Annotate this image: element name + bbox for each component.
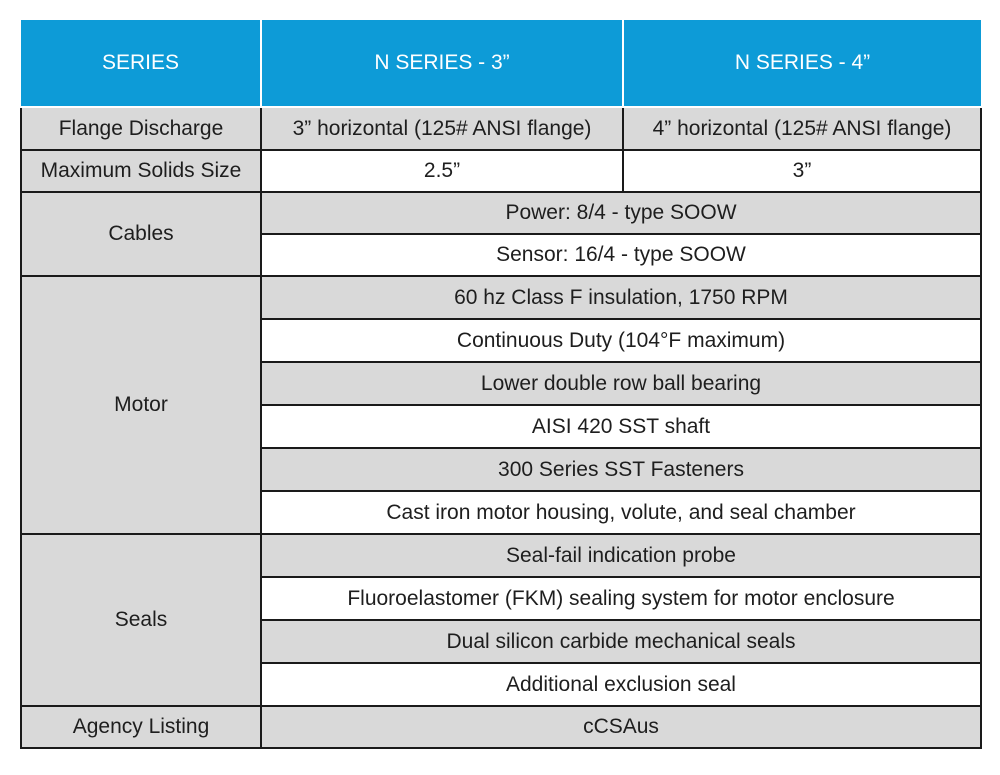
row-flange-discharge bbox=[21, 107, 981, 150]
label-agency-listing: Agency Listing bbox=[21, 706, 261, 748]
value-motor-bearing: Lower double row ball bearing bbox=[261, 362, 981, 405]
value-motor-insulation: 60 hz Class F insulation, 1750 RPM bbox=[261, 276, 981, 319]
value-motor-shaft: AISI 420 SST shaft bbox=[261, 405, 981, 448]
row-seals-1 bbox=[21, 534, 981, 577]
label-motor: Motor bbox=[21, 276, 261, 534]
header-row bbox=[21, 20, 981, 107]
value-solids-n4: 3” bbox=[623, 150, 981, 192]
spec-table bbox=[20, 20, 982, 749]
header-n-series-3: N SERIES - 3” bbox=[261, 20, 623, 107]
value-flange-n3: 3” horizontal (125# ANSI flange) bbox=[261, 107, 623, 150]
value-cables-sensor: Sensor: 16/4 - type SOOW bbox=[261, 234, 981, 276]
value-motor-duty: Continuous Duty (104°F maximum) bbox=[261, 319, 981, 362]
row-motor-1 bbox=[21, 276, 981, 319]
label-flange-discharge: Flange Discharge bbox=[21, 107, 261, 150]
row-max-solids bbox=[21, 150, 981, 192]
label-seals: Seals bbox=[21, 534, 261, 706]
value-motor-fasteners: 300 Series SST Fasteners bbox=[261, 448, 981, 491]
value-motor-housing: Cast iron motor housing, volute, and seal chamber bbox=[261, 491, 981, 534]
value-seals-probe: Seal-fail indication probe bbox=[261, 534, 981, 577]
header-series: SERIES bbox=[21, 20, 261, 107]
value-seals-mechanical: Dual silicon carbide mechanical seals bbox=[261, 620, 981, 663]
value-cables-power: Power: 8/4 - type SOOW bbox=[261, 192, 981, 234]
label-max-solids: Maximum Solids Size bbox=[21, 150, 261, 192]
row-cables-power bbox=[21, 192, 981, 234]
row-agency-listing bbox=[21, 706, 981, 748]
value-solids-n3: 2.5” bbox=[261, 150, 623, 192]
value-flange-n4: 4” horizontal (125# ANSI flange) bbox=[623, 107, 981, 150]
value-seals-fkm: Fluoroelastomer (FKM) sealing system for motor enclosure bbox=[261, 577, 981, 620]
value-seals-exclusion: Additional exclusion seal bbox=[261, 663, 981, 706]
label-cables: Cables bbox=[21, 192, 261, 276]
value-agency-listing: cCSAus bbox=[261, 706, 981, 748]
header-n-series-4: N SERIES - 4” bbox=[623, 20, 981, 107]
